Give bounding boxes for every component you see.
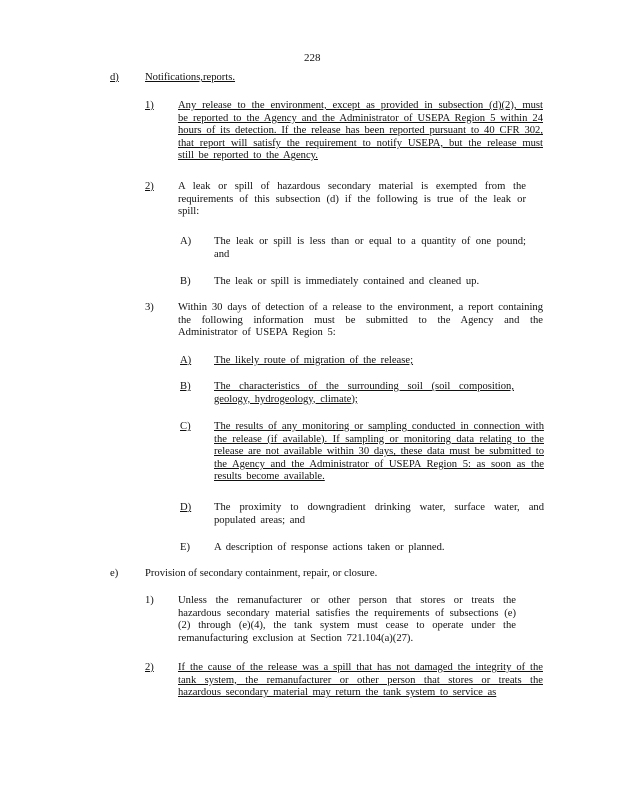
d1-label: 1)	[145, 100, 154, 111]
d3-text: Within 30 days of detection of a release to the environment, a report containing the following information must be submitted to the Agency and the Administrator of USEPA Region 5:	[178, 302, 543, 339]
d3c-label: C)	[180, 421, 191, 432]
d3e-text: A description of response actions taken or planned.	[214, 542, 445, 553]
d3-label: 3)	[145, 302, 154, 313]
e1-text: Unless the remanufacturer or other person that stores or treats the hazardous secondary material satisfies the requirements of subsections (e)(2) through (e)(4), the tank system must cease to operate under the remanufacturing exclusion at Section 721.104(a)(27).	[178, 595, 516, 644]
d2b-label: B)	[180, 276, 191, 287]
d3d-text: The proximity to downgradient drinking water, surface water, and populated areas; and	[214, 502, 544, 526]
d3a-text: The likely route of migration of the release;	[214, 355, 414, 366]
section-d-label: d)	[110, 72, 119, 83]
d3d-label: D)	[180, 502, 192, 513]
d3a-label: A)	[180, 355, 192, 366]
page-number: 228	[304, 52, 321, 64]
d1-text: Any release to the environment, except as provided in subsection (d)(2), must be reported to the Agency and the Administrator of USEPA Region 5 within 24 hours of its detection. If the release has been reported pursuant to 40 CFR 302, that report will satisfy the requirement to notify USEPA, but the release must still be reported to the Agency.	[178, 100, 543, 162]
d3c-text: The results of any monitoring or sampling conducted in connection with the release (if available). If sampling or monitoring data relating to the release are not available within 30 days, these data must be submitted to the Agency and the Administrator of USEPA Region 5: as soon as the results become available.	[214, 421, 544, 483]
section-e-heading: Provision of secondary containment, repair, or closure.	[145, 568, 378, 579]
section-d-heading: Notifications,reports.	[145, 72, 236, 83]
d3e-label: E)	[180, 542, 190, 553]
d3b-label: B)	[180, 381, 191, 392]
d2b-text: The leak or spill is immediately contained and cleaned up.	[214, 276, 480, 287]
e1-label: 1)	[145, 595, 154, 606]
d2a-text: The leak or spill is less than or equal to a quantity of one pound; and	[214, 236, 526, 260]
section-e-label: e)	[110, 568, 119, 579]
d2-text: A leak or spill of hazardous secondary material is exempted from the requirements of this subsection (d) if the following is true of the leak or spill:	[178, 181, 526, 218]
e2-text: If the cause of the release was a spill that has not damaged the integrity of the tank system, the remanufacturer or other person that stores or treats the hazardous secondary material may return the tank system to service as	[178, 662, 543, 699]
d3b-text: The characteristics of the surrounding soil (soil composition, geology, hydrogeology, climate);	[214, 381, 514, 405]
e2-label: 2)	[145, 662, 154, 673]
d2-label: 2)	[145, 181, 154, 192]
d2a-label: A)	[180, 236, 192, 247]
